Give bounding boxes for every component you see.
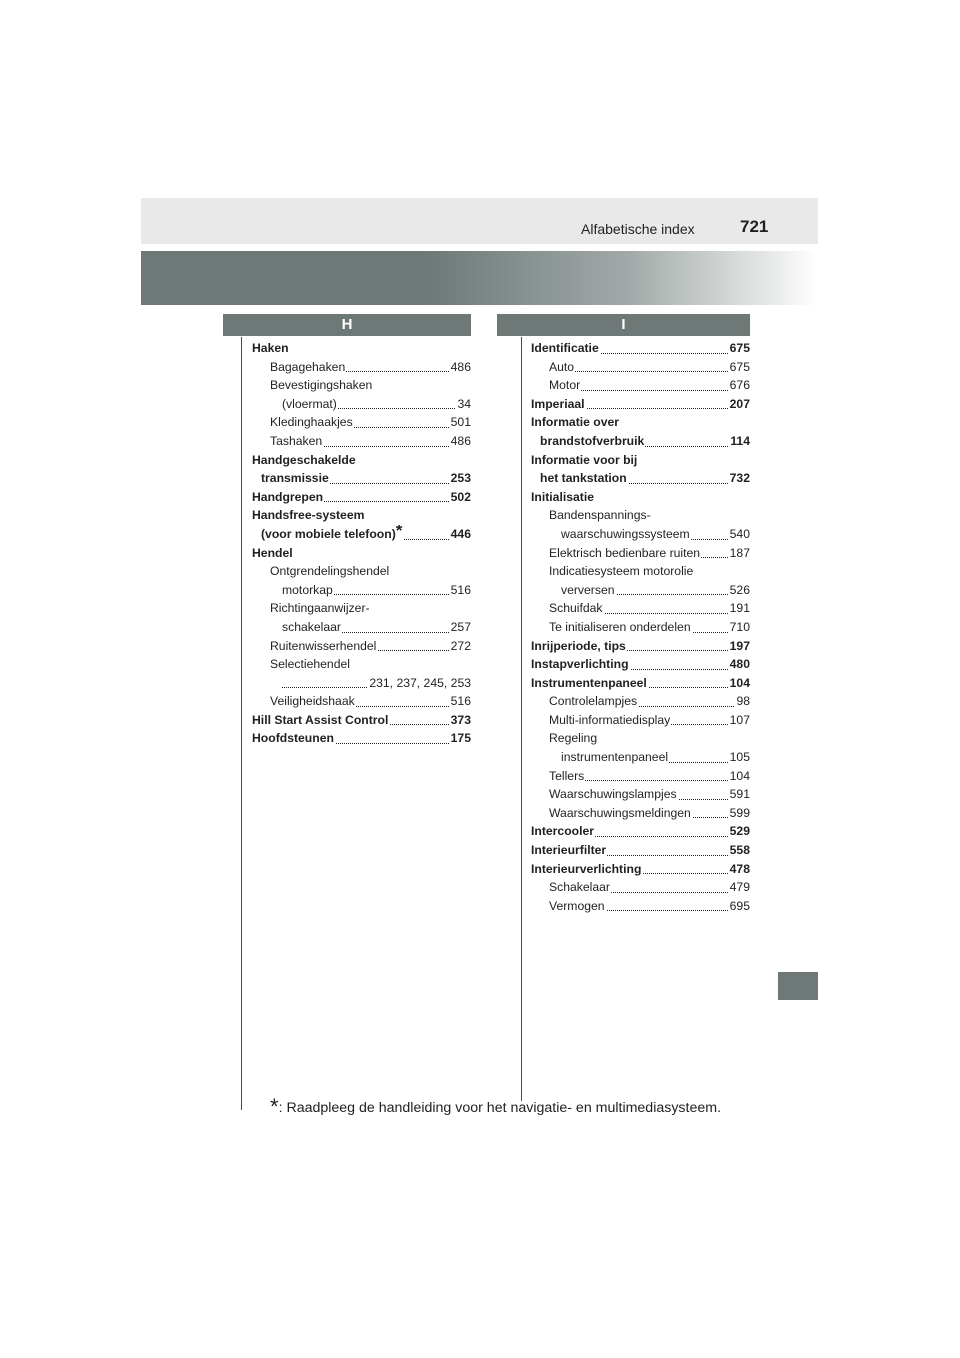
index-term: Ruitenwisserhendel <box>270 637 377 656</box>
leader-dots <box>549 371 750 372</box>
index-entry <box>252 339 471 358</box>
page-reference: 197 <box>729 637 750 656</box>
index-entry <box>252 674 471 693</box>
index-term: Handsfree-systeem <box>252 506 365 525</box>
index-entry <box>531 692 750 711</box>
index-term: (vloermat) <box>282 395 338 414</box>
index-term: Tellers <box>549 767 585 786</box>
index-entry <box>531 804 750 823</box>
index-entry <box>252 451 471 470</box>
page-reference: 373 <box>450 711 471 730</box>
center-column-rule <box>521 337 522 1101</box>
index-term: Tashaken <box>270 432 323 451</box>
index-entry <box>531 432 750 451</box>
page-reference: 104 <box>729 674 750 693</box>
index-entry <box>252 413 471 432</box>
index-entry <box>531 451 750 470</box>
index-column-i <box>531 339 750 915</box>
index-entry <box>252 395 471 414</box>
index-term: Interieurverlichting <box>531 860 642 879</box>
index-entry <box>531 525 750 544</box>
letter-header-h: H <box>223 314 471 336</box>
page-reference: 191 <box>729 599 750 618</box>
page-reference: 253 <box>450 469 471 488</box>
index-entry <box>531 878 750 897</box>
page-reference: 540 <box>729 525 750 544</box>
chapter-side-tab <box>778 972 818 1000</box>
page-reference: 486 <box>450 358 471 377</box>
index-entry <box>531 729 750 748</box>
index-entry <box>531 655 750 674</box>
index-entry <box>531 599 750 618</box>
page-reference: 526 <box>729 581 750 600</box>
index-entry <box>531 841 750 860</box>
page-reference: 175 <box>450 729 471 748</box>
index-term: het tankstation <box>540 469 628 488</box>
page-reference: 257 <box>450 618 471 637</box>
index-term: Bevestigingshaken <box>270 376 373 395</box>
page-reference: 480 <box>729 655 750 674</box>
index-entry <box>531 395 750 414</box>
index-term: Te initialiseren onderdelen <box>549 618 692 637</box>
page-reference: 591 <box>729 785 750 804</box>
page-reference: 107 <box>729 711 750 730</box>
index-term: Controlelampjes <box>549 692 638 711</box>
page-reference: 675 <box>729 358 750 377</box>
index-term: waarschuwingssysteem <box>561 525 691 544</box>
page-reference: 516 <box>450 581 471 600</box>
index-term: Identificatie <box>531 339 600 358</box>
index-entry <box>531 562 750 581</box>
index-term: Instapverlichting <box>531 655 630 674</box>
page-reference: 114 <box>729 432 750 451</box>
index-entry <box>252 376 471 395</box>
index-term: Informatie over <box>531 413 620 432</box>
index-entry <box>252 729 471 748</box>
page-reference: 34 <box>456 395 471 414</box>
index-term: Kledinghaakjes <box>270 413 354 432</box>
index-term: Elektrisch bedienbare ruiten <box>549 544 701 563</box>
header-band <box>141 198 818 244</box>
index-term: (voor mobiele telefoon)* <box>261 525 403 544</box>
index-entry <box>252 655 471 674</box>
index-entry <box>531 767 750 786</box>
index-term: Hendel <box>252 544 294 563</box>
left-column-rule <box>241 337 242 1110</box>
index-entry <box>252 506 471 525</box>
index-term: Inrijperiode, tips <box>531 637 627 656</box>
index-entry <box>252 692 471 711</box>
index-entry <box>531 544 750 563</box>
index-entry <box>252 469 471 488</box>
page-reference: 732 <box>729 469 750 488</box>
index-term: Bandenspannings- <box>549 506 652 525</box>
index-term: Hoofdsteunen <box>252 729 335 748</box>
index-entry <box>252 562 471 581</box>
index-term: Richtingaanwijzer- <box>270 599 371 618</box>
index-entry <box>531 897 750 916</box>
index-entry <box>531 339 750 358</box>
index-term: Informatie voor bij <box>531 451 638 470</box>
index-term: instrumentenpaneel <box>561 748 669 767</box>
index-entry <box>531 674 750 693</box>
index-entry <box>252 618 471 637</box>
index-term: Ontgrendelingshendel <box>270 562 390 581</box>
index-term: Intercooler <box>531 822 595 841</box>
index-term: Schuifdak <box>549 599 604 618</box>
index-term: Handgeschakelde <box>252 451 357 470</box>
index-term: Selectiehendel <box>270 655 351 674</box>
footnote-text: : Raadpleeg de handleiding voor het navigatie- en multimediasysteem. <box>278 1100 722 1116</box>
index-column-h <box>252 339 471 748</box>
index-term: Motor <box>549 376 581 395</box>
footnote-marker: * <box>395 524 403 540</box>
page-reference: 516 <box>450 692 471 711</box>
index-entry <box>531 506 750 525</box>
index-entry <box>531 785 750 804</box>
page-reference: 502 <box>450 488 471 507</box>
index-entry <box>531 581 750 600</box>
index-entry <box>252 358 471 377</box>
index-entry <box>531 413 750 432</box>
footnote-star: * <box>270 1094 279 1119</box>
index-term: Initialisatie <box>531 488 595 507</box>
index-entry <box>531 748 750 767</box>
index-term: Regeling <box>549 729 598 748</box>
page-reference: 599 <box>729 804 750 823</box>
page-number: 721 <box>740 217 769 236</box>
page-reference: 676 <box>729 376 750 395</box>
index-entry <box>252 432 471 451</box>
index-entry <box>252 711 471 730</box>
page-reference: 98 <box>735 692 750 711</box>
page-reference: 675 <box>729 339 750 358</box>
index-term: Haken <box>252 339 290 358</box>
index-entry <box>531 637 750 656</box>
index-entry <box>531 822 750 841</box>
index-entry <box>252 525 471 544</box>
page-reference: 446 <box>450 525 471 544</box>
index-entry <box>531 618 750 637</box>
page-reference: 478 <box>729 860 750 879</box>
index-term: motorkap <box>282 581 334 600</box>
index-term: brandstofverbruik <box>540 432 645 451</box>
index-entry <box>252 488 471 507</box>
index-term: transmissie <box>261 469 330 488</box>
index-term: Handgrepen <box>252 488 324 507</box>
footnote <box>270 1094 722 1119</box>
index-entry <box>252 581 471 600</box>
index-entry <box>252 599 471 618</box>
index-entry <box>531 358 750 377</box>
page-reference: 207 <box>729 395 750 414</box>
index-term: Bagagehaken <box>270 358 346 377</box>
page-reference: 486 <box>450 432 471 451</box>
letter-header-i: I <box>497 314 750 336</box>
index-term: Schakelaar <box>549 878 611 897</box>
page-reference: 272 <box>450 637 471 656</box>
index-entry <box>531 488 750 507</box>
index-term: Waarschuwingsmeldingen <box>549 804 692 823</box>
index-term: Vermogen <box>549 897 606 916</box>
page-reference: 104 <box>729 767 750 786</box>
index-term: Interieurfilter <box>531 841 607 860</box>
index-term: Hill Start Assist Control <box>252 711 389 730</box>
index-term: Waarschuwingslampjes <box>549 785 678 804</box>
index-term: verversen <box>561 581 616 600</box>
index-term: Multi-informatiedisplay <box>549 711 671 730</box>
page-reference: 695 <box>729 897 750 916</box>
index-term: Imperiaal <box>531 395 586 414</box>
section-title: Alfabetische index <box>581 221 695 237</box>
page-reference: 231, 237, 245, 253 <box>368 674 471 693</box>
chapter-gradient-bar <box>141 251 818 305</box>
index-entry <box>531 376 750 395</box>
page-reference: 187 <box>729 544 750 563</box>
index-term: Veiligheidshaak <box>270 692 356 711</box>
page-reference: 710 <box>729 618 750 637</box>
index-entry <box>531 860 750 879</box>
page-reference: 479 <box>729 878 750 897</box>
index-term: Indicatiesysteem motorolie <box>549 562 694 581</box>
index-term: Auto <box>549 358 575 377</box>
index-entry <box>531 711 750 730</box>
page-reference: 558 <box>729 841 750 860</box>
index-entry <box>531 469 750 488</box>
page-reference: 529 <box>729 822 750 841</box>
index-term: Instrumentenpaneel <box>531 674 648 693</box>
index-entry <box>252 637 471 656</box>
index-entry <box>252 544 471 563</box>
index-term: schakelaar <box>282 618 342 637</box>
page-reference: 105 <box>729 748 750 767</box>
page-reference: 501 <box>450 413 471 432</box>
